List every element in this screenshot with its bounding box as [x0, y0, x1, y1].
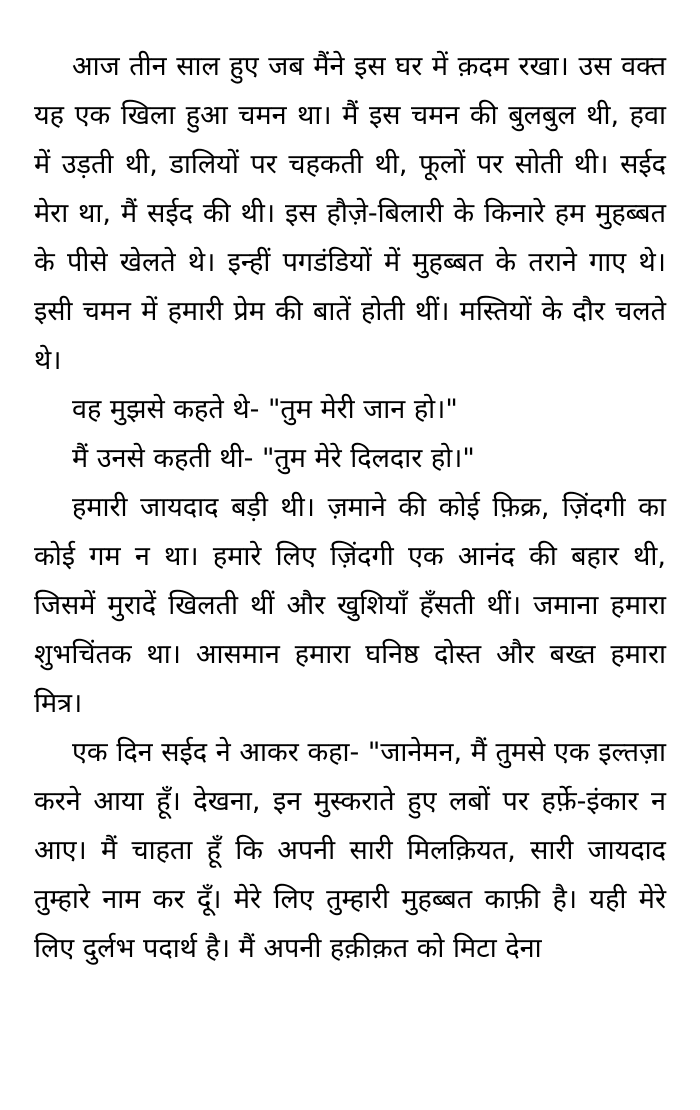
paragraph-request: एक दिन सईद ने आकर कहा- "जानेमन, मैं तुमसे एक इल्तज़ा करने आया हूँ। देखना, इन मुस्कराते हुए लबों पर हर्फ़े-इंकार न आए। मैं चाहता हूँ कि अपनी सारी मिलक़ियत, सारी जायदाद तुम्हारे नाम कर दूँ। मेरे लिए तुम्हारी मुहब्बत काफ़ी है। यही मेरे लिए दुर्लभ पदार्थ है। मैं अपनी हक़ीक़त को मिटा देना [34, 737, 666, 964]
dialogue-line-husband: वह मुझसे कहते थे- "तुम मेरी जान हो।" [72, 394, 458, 425]
dialogue-line-wife: मैं उनसे कहती थी- "तुम मेरे दिलदार हो।" [72, 443, 475, 474]
paragraph-prosperity: हमारी जायदाद बड़ी थी। ज़माने की कोई फ़िक्र, ज़िंदगी का कोई गम न था। हमारे लिए ज़िंदगी एक आनंद की बहार थी, जिसमें मुरादें खिलती थीं और खुशियाँ हँसती थीं। जमाना हमारा शुभचिंतक था। आसमान हमारा घनिष्ठ दोस्त और बख्त हमारा मित्र। [34, 492, 666, 719]
paragraph-arrival: आज तीन साल हुए जब मैंने इस घर में क़दम रखा। उस वक्त यह एक खिला हुआ चमन था। मैं इस चमन की बुलबुल थी, हवा में उड़ती थी, डालियों पर चहकती थी, फूलों पर सोती थी। सईद मेरा था, मैं सईद की थी। इस हौज़े-बिलारी के किनारे हम मुहब्बत के पीसे खेलते थे। इन्हीं पगडंडियों में मुहब्बत के तराने गाए थे। इसी चमन में हमारी प्रेम की बातें होती थीं। मस्तियों के दौर चलते थे। [34, 51, 666, 376]
